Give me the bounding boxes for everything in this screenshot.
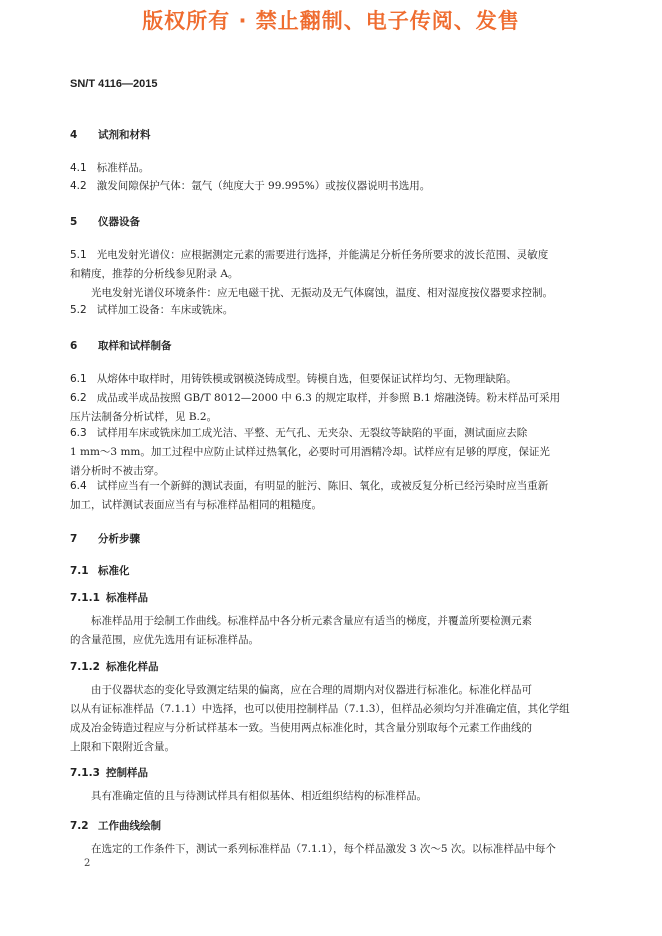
clause-4-1 xyxy=(70,159,590,178)
section-7-1-heading xyxy=(70,563,130,578)
section-number: 6 xyxy=(70,340,78,352)
clause-number: 5.2 xyxy=(70,304,87,316)
clause-text: 以从有证标准样品（7.1.1）中选择，也可以使用控制样品（7.1.3），但样品必须均匀并准确定值，其化学组 xyxy=(70,703,570,715)
section-title: 试剂和材料 xyxy=(98,129,151,141)
clause-text: 标准样品用于绘制工作曲线。标准样品中各分析元素含量应有适当的梯度，并覆盖所要检测元素 xyxy=(91,615,532,627)
paragraph-7-1-2 xyxy=(70,681,590,757)
section-title: 分析步骤 xyxy=(98,533,140,545)
clause-text: 和精度，推荐的分析线参见附录 A。 xyxy=(70,268,239,280)
section-title: 标准化样品 xyxy=(106,661,159,673)
section-6-heading xyxy=(70,338,172,353)
section-number: 7.2 xyxy=(70,820,89,832)
section-number: 7.1 xyxy=(70,565,89,577)
clause-number: 6.2 xyxy=(70,392,87,404)
section-7-2-heading xyxy=(70,818,161,833)
clause-text: 加工，试样测试表面应当有与标准样品相同的粗糙度。 xyxy=(70,499,322,511)
clause-number: 5.1 xyxy=(70,249,87,261)
section-title: 标准化 xyxy=(98,565,130,577)
section-5-heading xyxy=(70,214,140,229)
section-7-1-1-heading xyxy=(70,590,148,605)
clause-text: 具有准确定值的且与待测试样具有相似基体、相近组织结构的标准样品。 xyxy=(91,790,427,802)
clause-6-4 xyxy=(70,477,590,515)
clause-text: 由于仪器状态的变化导致测定结果的偏离，应在合理的周期内对仪器进行标准化。标准化样品可 xyxy=(91,684,532,696)
section-7-1-3-heading xyxy=(70,765,148,780)
section-title: 标准样品 xyxy=(106,592,148,604)
document-id: SN/T 4116—2015 xyxy=(70,78,158,90)
section-7-1-2-heading xyxy=(70,659,159,674)
clause-text: 试样加工设备：车床或铣床。 xyxy=(96,304,234,316)
clause-text: 试样应当有一个新鲜的测试表面，有明显的脏污、陈旧、氧化，或被反复分析已经污染时应当重新 xyxy=(96,480,549,492)
section-title: 工作曲线绘制 xyxy=(98,820,161,832)
clause-6-3 xyxy=(70,424,590,481)
clause-4-2 xyxy=(70,177,590,196)
section-4-heading xyxy=(70,127,151,142)
clause-number: 6.3 xyxy=(70,427,87,439)
clause-text: 激发间隙保护气体：氩气（纯度大于 99.995%）或按仪器说明书选用。 xyxy=(96,180,431,192)
watermark-banner: 版权所有 · 禁止翻制、电子传阅、发售 xyxy=(142,9,520,33)
paragraph-7-2 xyxy=(70,840,590,859)
section-title: 仪器设备 xyxy=(98,216,140,228)
clause-text: 的含量范围，应优先选用有证标准样品。 xyxy=(70,634,259,646)
clause-text: 上限和下限附近含量。 xyxy=(70,741,175,753)
clause-6-2 xyxy=(70,389,590,427)
clause-text: 试样用车床或铣床加工成光洁、平整、无气孔、无夹杂、无裂纹等缺陷的平面，测试面应去除 xyxy=(96,427,528,439)
section-number: 7.1.3 xyxy=(70,767,100,779)
clause-text: 压片法制备分析试样，见 B.2。 xyxy=(70,411,218,423)
section-number: 7 xyxy=(70,533,78,545)
clause-6-1 xyxy=(70,370,590,389)
clause-number: 4.2 xyxy=(70,180,87,192)
clause-text: 标准样品。 xyxy=(96,162,150,174)
section-number: 7.1.2 xyxy=(70,661,100,673)
section-title: 取样和试样制备 xyxy=(98,340,172,352)
clause-text: 在选定的工作条件下，测试一系列标准样品（7.1.1），每个样品激发 3 次～5 次。以标准样品中每个 xyxy=(91,843,556,855)
clause-text: 谱分析时不被击穿。 xyxy=(70,465,165,477)
section-7-heading xyxy=(70,531,140,546)
clause-text: 成品或半成品按照 GB/T 8012—2000 中 6.3 的规定取样，并参照 B.1 熔融浇铸。粉末样品可采用 xyxy=(96,392,561,404)
section-number: 7.1.1 xyxy=(70,592,100,604)
section-number: 4 xyxy=(70,129,78,141)
clause-5-1 xyxy=(70,246,590,303)
clause-5-2 xyxy=(70,301,590,320)
clause-text: 从熔体中取样时，用铸铁模或钢模浇铸成型。铸模自选，但要保证试样均匀、无物理缺陷。 xyxy=(96,373,517,385)
clause-text: 光电发射光谱仪：应根据测定元素的需要进行选择，并能满足分析任务所要求的波长范围、灵敏度 xyxy=(96,249,549,261)
clause-number: 4.1 xyxy=(70,162,87,174)
paragraph-7-1-1 xyxy=(70,612,590,650)
page-number: 2 xyxy=(84,858,91,869)
clause-number: 6.1 xyxy=(70,373,87,385)
clause-text: 成及冶金铸造过程应与分析试样基本一致。当使用两点标准化时，其含量分别取每个元素工作曲线的 xyxy=(70,722,532,734)
section-title: 控制样品 xyxy=(106,767,148,779)
section-number: 5 xyxy=(70,216,78,228)
paragraph-7-1-3 xyxy=(70,787,590,806)
clause-number: 6.4 xyxy=(70,480,87,492)
clause-text: 1 mm～3 mm。加工过程中应防止试样过热氧化，必要时可用酒精冷却。试样应有足够的厚度，保证光 xyxy=(70,446,550,458)
clause-text: 光电发射光谱仪环境条件：应无电磁干扰、无振动及无气体腐蚀，温度、相对湿度按仪器要求控制。 xyxy=(91,287,553,299)
